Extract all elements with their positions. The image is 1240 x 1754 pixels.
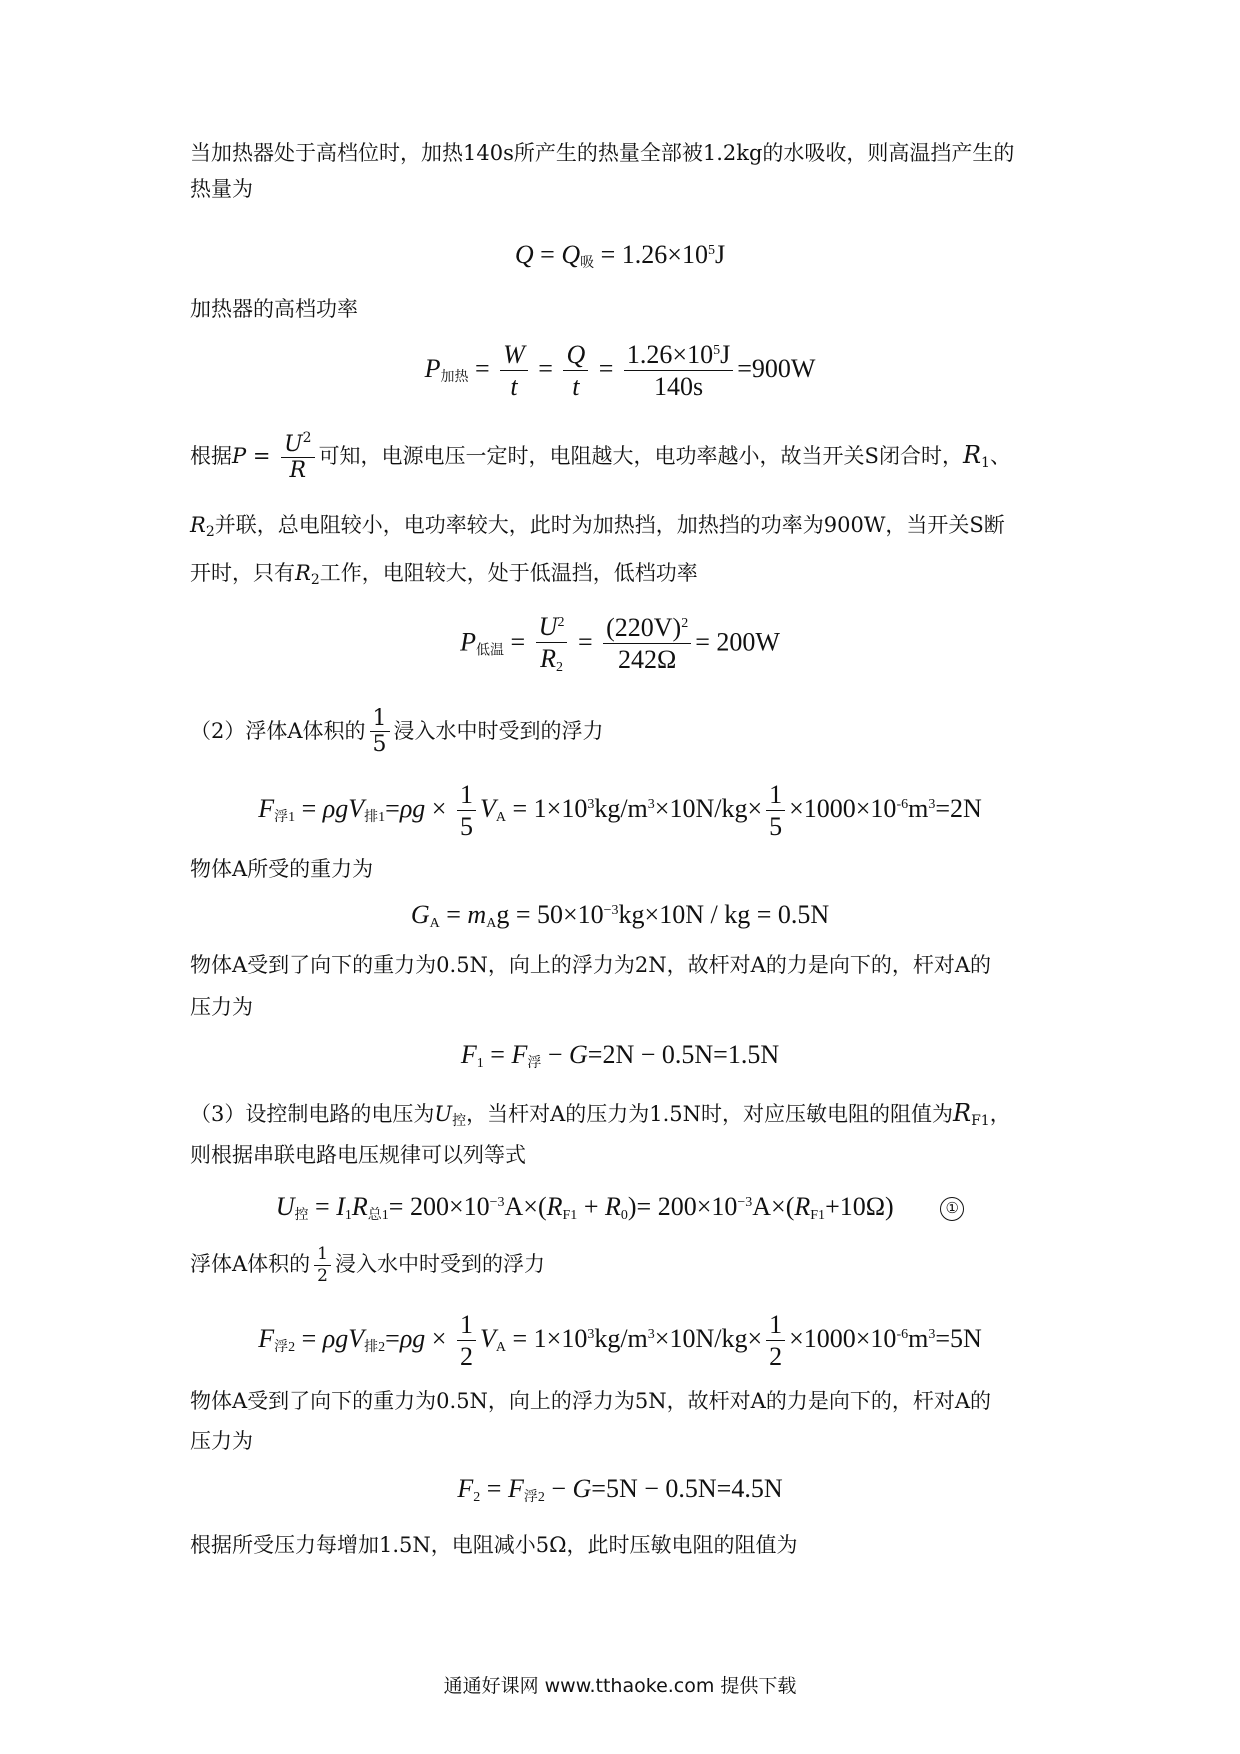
equation-4: $F_{浮1} = \rho gV_{排1}=\rho g$ × $\frac{1}{5}$ $V_A = 1\times 10^3kg/m^3\times 10N/kg\times$ $\frac{1}{5}$ $\times 1000\times 10^{-6}m^3=2N$	[258, 780, 982, 841]
paragraph-10: 则根据串联电路电压规律可以列等式	[190, 1143, 526, 1167]
paragraph-3: 根据P = $\frac{U^2}{R}$ 可知，电源电压一定时，电阻越大，电功率越小，故当开关S闭合时，$R_1$、	[190, 430, 1011, 484]
equation-6: $F_1 = F_浮 - G=2N - 0.5N=1.5N$	[460, 1040, 780, 1071]
paragraph-4: $R_2$并联，总电阻较小，电功率较大，此时为加热挡，加热挡的功率为900W，当开关S断	[190, 513, 1005, 540]
equation-3: $P_{低温}$ = $\frac{U^2}{R_2}$ = $\frac{(220V)^2}{242\Omega}$ = 200W	[460, 612, 780, 675]
paragraph-9: （3）设控制电路的电压为$U_控$，当杆对A的压力为1.5N时，对应压敏电阻的阻值为$R_{F1}$，	[190, 1099, 1011, 1129]
equation-8: $F_{浮2} = \rho gV_{排2}=\rho g$ × $\frac{1}{2}$ $V_A = 1\times 10^3kg/m^3\times 10N/kg\times$ $\frac{1}{2}$ $\times 1000\times 10^{-6}m^3=5N$	[258, 1310, 982, 1371]
page-footer: 通通好课网 www.tthaoke.com 提供下载	[443, 1675, 797, 1697]
paragraph-13: 根据所受压力每增加1.5N，电阻减小5Ω，此时压敏电阻的阻值为	[190, 1533, 798, 1557]
paragraph-1b: 热量为	[190, 177, 253, 201]
equation-7: $U_控 = I_1R_{总1}= 200\times 10^{-3}A\times(R_{F1} + R_0)= 200\times 10^{-3}A\times(R_{F1}+10\Omega)$ ①	[0, 1192, 1240, 1224]
paragraph-6: （2）浮体A体积的 $\frac{1}{5}$ 浸入水中时受到的浮力	[190, 706, 604, 758]
paragraph-8b: 压力为	[190, 995, 253, 1019]
paragraph-5: 开时，只有$R_2$工作，电阻较大，处于低温挡，低档功率	[190, 561, 698, 588]
paragraph-2: 加热器的高档功率	[190, 297, 358, 321]
equation-5: $G_A = m_Ag = 50\times 10^{-3}kg\times 10N$ / kg = 0.5N	[410, 900, 830, 931]
equation-2: $P_{加热}$ = $\frac{W}{t}$ = $\frac{Q}{t}$ = $\frac{1.26\times 10^5J}{140s}$ =900W	[424, 340, 816, 401]
paragraph-12a: 物体A受到了向下的重力为0.5N，向上的浮力为5N，故杆对A的力是向下的，杆对A的	[190, 1389, 992, 1413]
paragraph-7: 物体A所受的重力为	[190, 857, 374, 881]
paragraph-12b: 压力为	[190, 1429, 253, 1453]
paragraph-8a: 物体A受到了向下的重力为0.5N，向上的浮力为2N，故杆对A的力是向下的，杆对A的	[190, 953, 992, 977]
paragraph-11: 浮体A体积的 $\frac{1}{2}$ 浸入水中时受到的浮力	[190, 1244, 545, 1286]
equation-number-1: ①	[940, 1197, 964, 1221]
equation-1: $Q = Q_吸 = 1.26\times 10^5J$	[514, 240, 726, 271]
paragraph-1a: 当加热器处于高档位时，加热140s所产生的热量全部被1.2kg的水吸收，则高温挡产生的	[190, 141, 1015, 165]
equation-9: $F_2 = F_{浮2} - G=5N - 0.5N=4.5N$	[457, 1474, 783, 1505]
